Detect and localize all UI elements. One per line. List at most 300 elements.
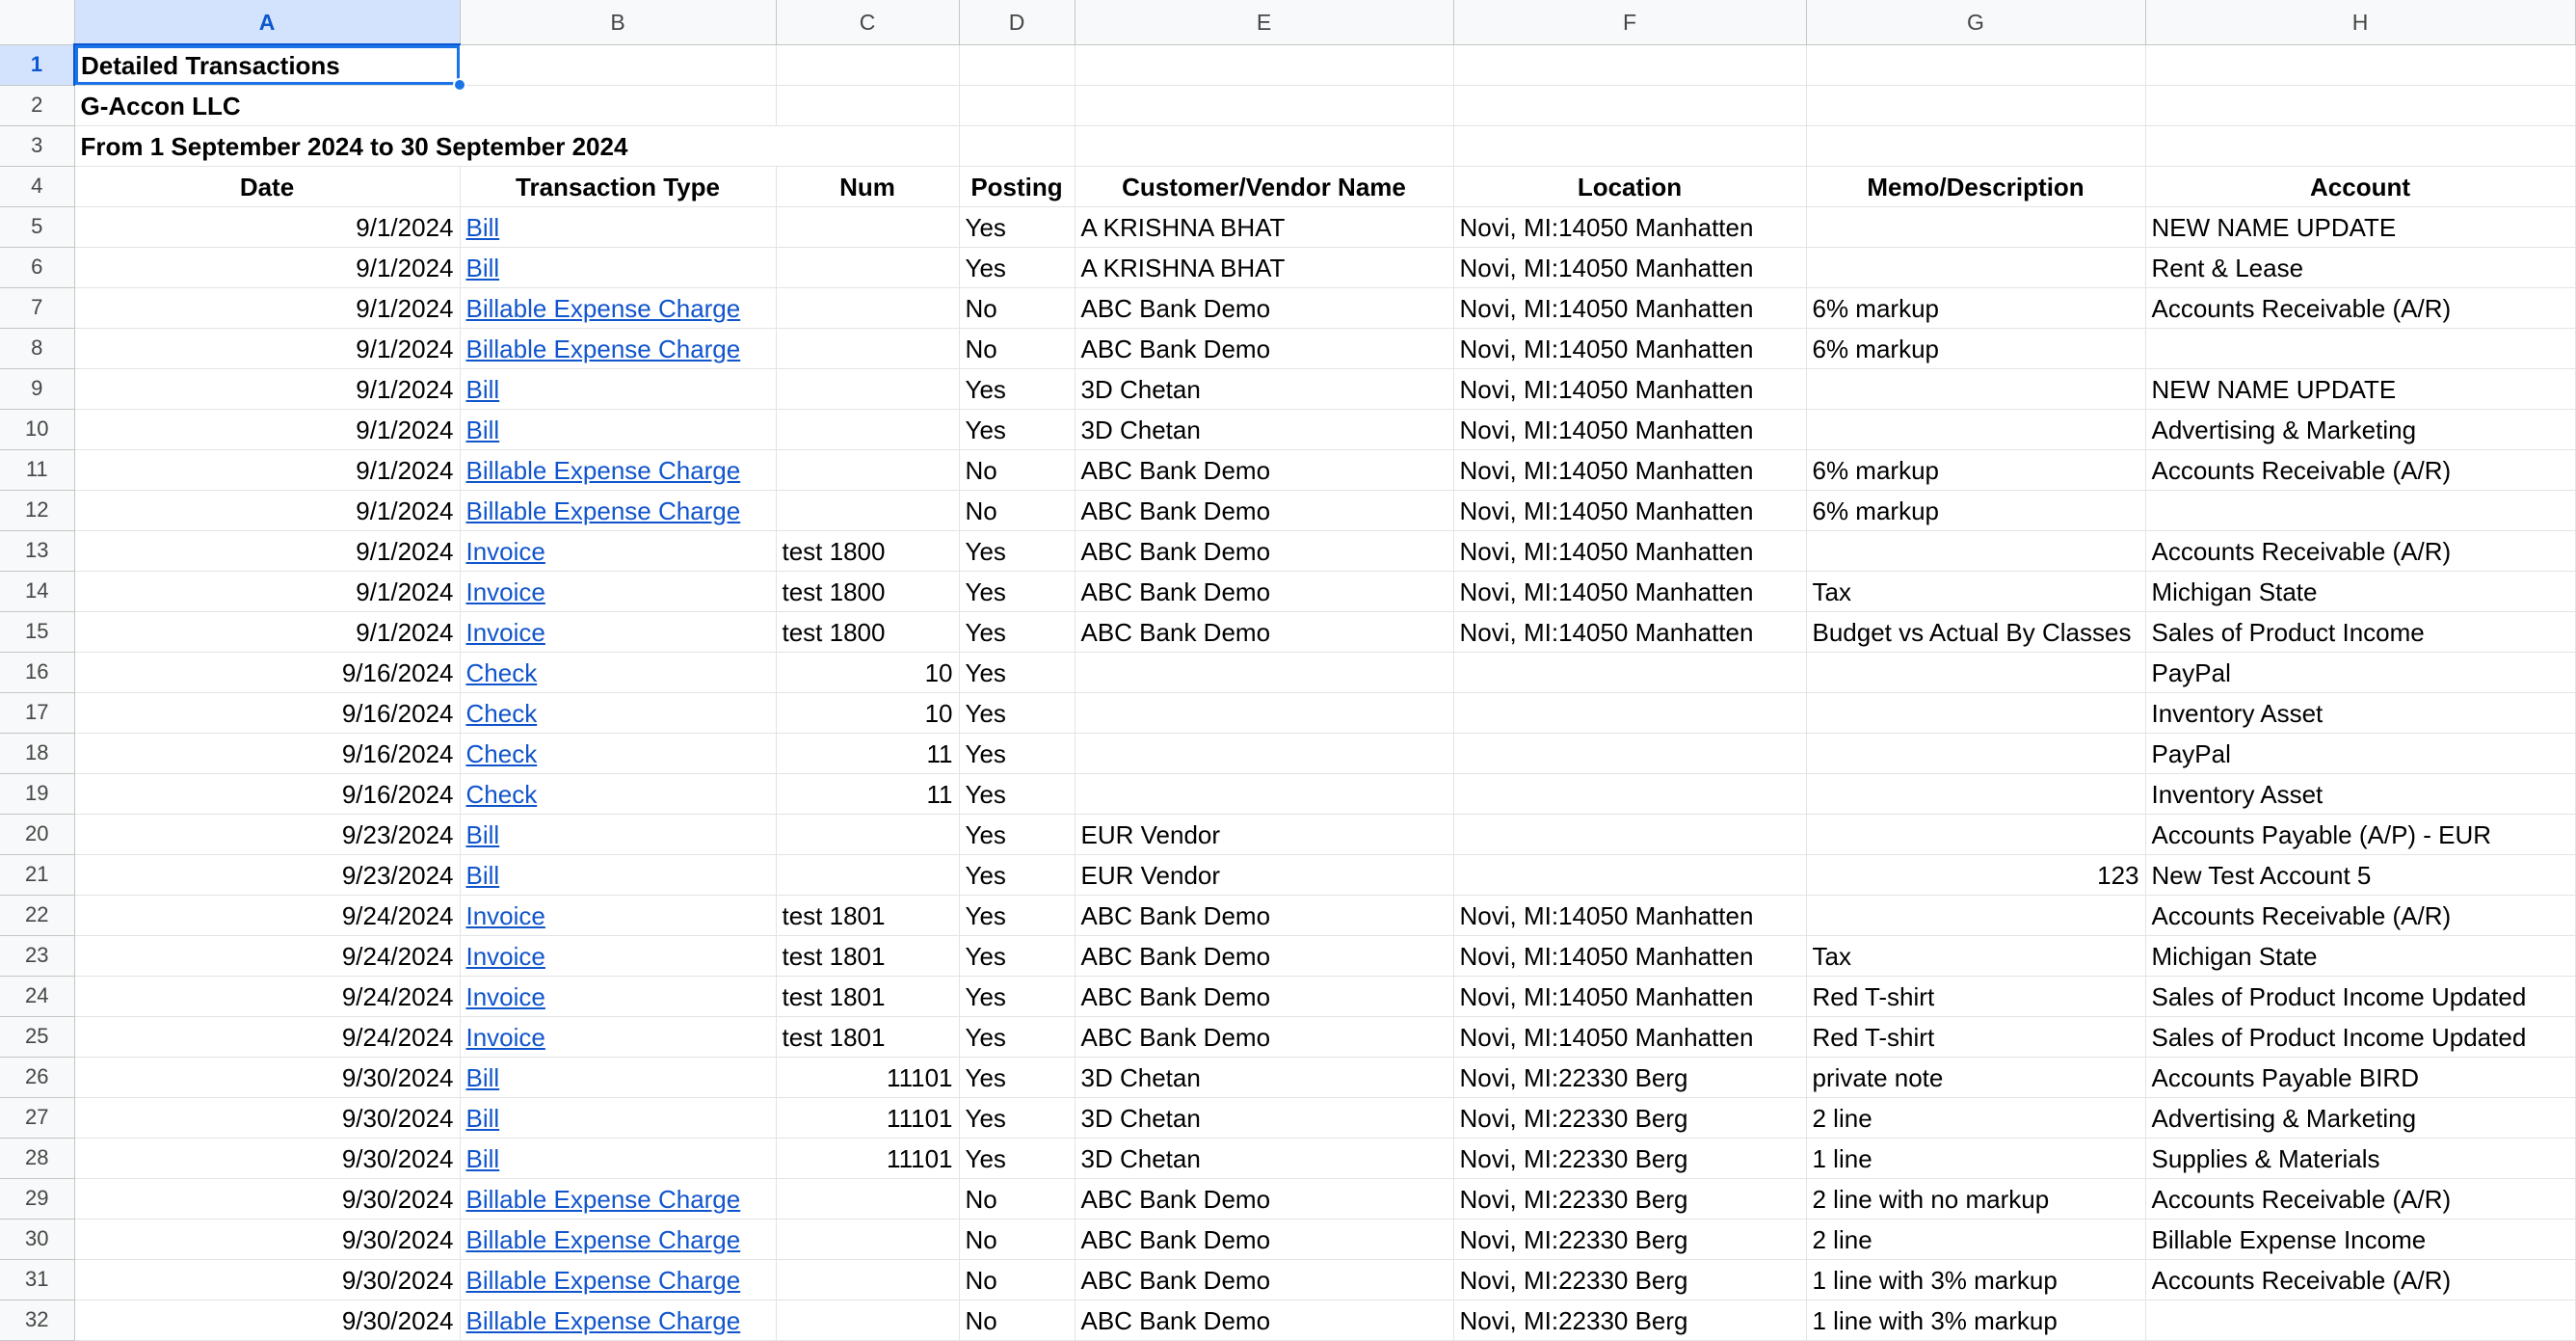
cell-g[interactable] [1806, 692, 2145, 733]
cell-c[interactable]: 11101 [776, 1138, 959, 1178]
transaction-type-link[interactable]: Invoice [465, 617, 545, 647]
cell-b[interactable] [460, 1057, 776, 1097]
cell-b[interactable] [460, 287, 776, 328]
cell-c[interactable]: test 1800 [776, 530, 959, 571]
transaction-type-link[interactable]: Check [465, 657, 538, 687]
cell-f[interactable] [1453, 773, 1806, 814]
row-header[interactable]: 19 [0, 773, 74, 814]
cell-d[interactable] [959, 85, 1075, 125]
transaction-type-link[interactable]: Billable Expense Charge [465, 455, 741, 485]
row-header[interactable]: 6 [0, 247, 74, 287]
cell-d[interactable]: No [959, 328, 1075, 368]
row-header[interactable]: 23 [0, 935, 74, 976]
row-header[interactable]: 11 [0, 449, 74, 490]
cell-f[interactable]: Novi, MI:22330 Berg [1453, 1057, 1806, 1097]
row-header[interactable]: 15 [0, 611, 74, 652]
cell-b[interactable] [460, 247, 776, 287]
cell-a[interactable]: 9/30/2024 [74, 1178, 460, 1219]
cell-a[interactable]: 9/1/2024 [74, 449, 460, 490]
cell-e[interactable]: ABC Bank Demo [1075, 449, 1453, 490]
transaction-type-link[interactable]: Billable Expense Charge [465, 1184, 741, 1214]
row-header[interactable]: 32 [0, 1300, 74, 1340]
cell-e[interactable]: ABC Bank Demo [1075, 571, 1453, 611]
cell-f[interactable]: Novi, MI:14050 Manhatten [1453, 490, 1806, 530]
cell-h[interactable]: New Test Account 5 [2145, 854, 2575, 895]
cell-f[interactable]: Novi, MI:14050 Manhatten [1453, 1016, 1806, 1057]
row-header[interactable]: 27 [0, 1097, 74, 1138]
cell-c[interactable] [776, 44, 959, 85]
transaction-type-link[interactable]: Bill [465, 253, 500, 282]
cell-h[interactable]: Accounts Receivable (A/R) [2145, 895, 2575, 935]
cell-f[interactable]: Novi, MI:22330 Berg [1453, 1178, 1806, 1219]
cell-b[interactable] [460, 935, 776, 976]
cell-a[interactable]: 9/24/2024 [74, 1016, 460, 1057]
active-cell-a1[interactable]: Detailed Transactions [74, 44, 460, 85]
cell-d[interactable]: Yes [959, 1097, 1075, 1138]
cell-e[interactable]: ABC Bank Demo [1075, 1178, 1453, 1219]
cell-d[interactable]: No [959, 1300, 1075, 1340]
cell-g[interactable] [1806, 206, 2145, 247]
cell-a[interactable]: 9/1/2024 [74, 490, 460, 530]
cell-f[interactable] [1453, 44, 1806, 85]
cell-b[interactable] [460, 368, 776, 409]
cell-c[interactable]: test 1801 [776, 1016, 959, 1057]
transaction-type-link[interactable]: Billable Expense Charge [465, 1224, 741, 1254]
row-header[interactable]: 31 [0, 1259, 74, 1300]
cell-d[interactable]: Yes [959, 773, 1075, 814]
cell-a[interactable]: 9/24/2024 [74, 976, 460, 1016]
cell-h[interactable]: Accounts Payable (A/P) - EUR [2145, 814, 2575, 854]
cell-e[interactable]: ABC Bank Demo [1075, 490, 1453, 530]
transaction-type-link[interactable]: Check [465, 779, 538, 809]
cell-g[interactable]: 1 line [1806, 1138, 2145, 1178]
cell-f[interactable]: Novi, MI:14050 Manhatten [1453, 530, 1806, 571]
cell-f[interactable] [1453, 652, 1806, 692]
cell-c[interactable]: 11101 [776, 1057, 959, 1097]
cell-c[interactable] [776, 449, 959, 490]
row-header[interactable]: 5 [0, 206, 74, 247]
cell-f[interactable] [1453, 692, 1806, 733]
transaction-type-link[interactable]: Bill [465, 212, 500, 242]
cell-b[interactable] [460, 814, 776, 854]
cell-f[interactable]: Novi, MI:14050 Manhatten [1453, 409, 1806, 449]
row-header[interactable]: 24 [0, 976, 74, 1016]
transaction-type-link[interactable]: Billable Expense Charge [465, 496, 741, 525]
cell-a[interactable]: 9/1/2024 [74, 530, 460, 571]
cell-c[interactable] [776, 85, 959, 125]
row-header[interactable]: 26 [0, 1057, 74, 1097]
column-header-b[interactable]: B [460, 0, 776, 44]
cell-c[interactable] [776, 328, 959, 368]
column-title[interactable]: Location [1453, 166, 1806, 206]
cell-e[interactable] [1075, 733, 1453, 773]
column-header-h[interactable]: H [2145, 0, 2575, 44]
row-header[interactable]: 18 [0, 733, 74, 773]
cell-a[interactable]: 9/30/2024 [74, 1057, 460, 1097]
cell-g[interactable]: Tax [1806, 571, 2145, 611]
cell-d[interactable]: Yes [959, 1016, 1075, 1057]
cell-c[interactable] [776, 206, 959, 247]
cell-a[interactable]: 9/1/2024 [74, 368, 460, 409]
cell-c[interactable]: test 1800 [776, 611, 959, 652]
cell-f[interactable] [1453, 854, 1806, 895]
cell-f[interactable]: Novi, MI:22330 Berg [1453, 1219, 1806, 1259]
cell-b[interactable] [460, 530, 776, 571]
transaction-type-link[interactable]: Billable Expense Charge [465, 1265, 741, 1295]
cell-f[interactable]: Novi, MI:22330 Berg [1453, 1300, 1806, 1340]
transaction-type-link[interactable]: Invoice [465, 1022, 545, 1052]
cell-a[interactable]: 9/1/2024 [74, 328, 460, 368]
cell-f[interactable]: Novi, MI:14050 Manhatten [1453, 368, 1806, 409]
cell-b[interactable] [460, 854, 776, 895]
cell-a[interactable]: 9/1/2024 [74, 611, 460, 652]
row-header[interactable]: 13 [0, 530, 74, 571]
cell-g[interactable]: 6% markup [1806, 490, 2145, 530]
cell-h[interactable]: Inventory Asset [2145, 692, 2575, 733]
cell-c[interactable]: 11 [776, 733, 959, 773]
cell-g[interactable] [1806, 733, 2145, 773]
cell-c[interactable]: 11 [776, 773, 959, 814]
cell-f[interactable]: Novi, MI:22330 Berg [1453, 1259, 1806, 1300]
cell-c[interactable] [776, 287, 959, 328]
cell-c[interactable] [776, 409, 959, 449]
transaction-type-link[interactable]: Bill [465, 819, 500, 849]
cell-g[interactable] [1806, 125, 2145, 166]
cell-b[interactable] [460, 1300, 776, 1340]
cell-b[interactable] [460, 1097, 776, 1138]
column-header-f[interactable]: F [1453, 0, 1806, 44]
cell-b[interactable] [460, 652, 776, 692]
cell-d[interactable]: Yes [959, 733, 1075, 773]
cell-e[interactable]: ABC Bank Demo [1075, 1219, 1453, 1259]
cell-a[interactable]: 9/1/2024 [74, 206, 460, 247]
cell-c[interactable] [776, 854, 959, 895]
fill-handle[interactable] [453, 78, 466, 92]
cell-e[interactable] [1075, 652, 1453, 692]
row-header[interactable]: 22 [0, 895, 74, 935]
cell-h[interactable]: Accounts Receivable (A/R) [2145, 287, 2575, 328]
cell-h[interactable]: PayPal [2145, 652, 2575, 692]
cell-h[interactable]: Accounts Payable BIRD [2145, 1057, 2575, 1097]
cell-g[interactable] [1806, 247, 2145, 287]
cell-a[interactable]: 9/1/2024 [74, 247, 460, 287]
cell-h[interactable]: Accounts Receivable (A/R) [2145, 449, 2575, 490]
cell-b[interactable] [460, 611, 776, 652]
transaction-type-link[interactable]: Invoice [465, 900, 545, 930]
cell-f[interactable]: Novi, MI:14050 Manhatten [1453, 247, 1806, 287]
cell-h[interactable]: Accounts Receivable (A/R) [2145, 1178, 2575, 1219]
column-title[interactable]: Memo/Description [1806, 166, 2145, 206]
cell-h[interactable]: PayPal [2145, 733, 2575, 773]
cell-g[interactable] [1806, 44, 2145, 85]
transaction-type-link[interactable]: Invoice [465, 536, 545, 566]
row-header[interactable]: 29 [0, 1178, 74, 1219]
cell-b[interactable] [460, 773, 776, 814]
cell-a[interactable]: 9/30/2024 [74, 1138, 460, 1178]
row-header[interactable]: 3 [0, 125, 74, 166]
cell-h[interactable]: Accounts Receivable (A/R) [2145, 1259, 2575, 1300]
cell-b[interactable] [460, 1138, 776, 1178]
cell-b[interactable] [460, 1219, 776, 1259]
cell-h[interactable] [2145, 328, 2575, 368]
cell-g[interactable] [1806, 530, 2145, 571]
cell-c[interactable] [776, 490, 959, 530]
cell-b[interactable] [460, 206, 776, 247]
cell-h[interactable] [2145, 490, 2575, 530]
cell-h[interactable]: Accounts Receivable (A/R) [2145, 530, 2575, 571]
cell-b[interactable] [460, 1016, 776, 1057]
cell-a[interactable]: 9/16/2024 [74, 773, 460, 814]
transaction-type-link[interactable]: Bill [465, 1062, 500, 1092]
cell-d[interactable]: Yes [959, 1057, 1075, 1097]
row-header[interactable]: 17 [0, 692, 74, 733]
cell-d[interactable]: No [959, 490, 1075, 530]
cell-b[interactable] [460, 328, 776, 368]
cell-h[interactable]: Supplies & Materials [2145, 1138, 2575, 1178]
cell-c[interactable] [776, 1178, 959, 1219]
cell-g[interactable]: 2 line with no markup [1806, 1178, 2145, 1219]
cell-d[interactable]: No [959, 1219, 1075, 1259]
cell-a[interactable]: 9/30/2024 [74, 1300, 460, 1340]
cell-e[interactable] [1075, 125, 1453, 166]
cell-d[interactable]: No [959, 287, 1075, 328]
cell-g[interactable] [1806, 652, 2145, 692]
cell-f[interactable] [1453, 733, 1806, 773]
cell-h[interactable] [2145, 125, 2575, 166]
cell-c[interactable] [776, 125, 959, 166]
cell-d[interactable]: No [959, 449, 1075, 490]
cell-g[interactable]: 2 line [1806, 1219, 2145, 1259]
cell-e[interactable]: ABC Bank Demo [1075, 287, 1453, 328]
cell-d[interactable]: Yes [959, 206, 1075, 247]
cell-g[interactable]: 2 line [1806, 1097, 2145, 1138]
cell-b[interactable] [460, 895, 776, 935]
transaction-type-link[interactable]: Bill [465, 374, 500, 404]
transaction-type-link[interactable]: Billable Expense Charge [465, 1305, 741, 1335]
transaction-type-link[interactable]: Invoice [465, 941, 545, 971]
cell-g[interactable]: Tax [1806, 935, 2145, 976]
transaction-type-link[interactable]: Bill [465, 860, 500, 890]
column-header-e[interactable]: E [1075, 0, 1453, 44]
transaction-type-link[interactable]: Bill [465, 1103, 500, 1133]
cell-g[interactable] [1806, 85, 2145, 125]
cell-c[interactable]: 11101 [776, 1097, 959, 1138]
cell-f[interactable]: Novi, MI:14050 Manhatten [1453, 571, 1806, 611]
cell-g[interactable]: 6% markup [1806, 287, 2145, 328]
cell-b[interactable] [460, 44, 776, 85]
cell-c[interactable]: 10 [776, 692, 959, 733]
cell-d[interactable]: Yes [959, 854, 1075, 895]
row-header[interactable]: 12 [0, 490, 74, 530]
cell-d[interactable] [959, 44, 1075, 85]
cell-g[interactable]: 6% markup [1806, 449, 2145, 490]
cell-a[interactable]: From 1 September 2024 to 30 September 2024 [74, 125, 460, 166]
transaction-type-link[interactable]: Billable Expense Charge [465, 293, 741, 323]
column-header-a[interactable]: A [74, 0, 460, 44]
cell-h[interactable]: Inventory Asset [2145, 773, 2575, 814]
row-header[interactable]: 2 [0, 85, 74, 125]
cell-g[interactable] [1806, 895, 2145, 935]
cell-g[interactable]: Red T-shirt [1806, 976, 2145, 1016]
column-title[interactable]: Date [74, 166, 460, 206]
cell-d[interactable]: Yes [959, 652, 1075, 692]
cell-e[interactable]: A KRISHNA BHAT [1075, 247, 1453, 287]
cell-h[interactable] [2145, 85, 2575, 125]
cell-e[interactable] [1075, 44, 1453, 85]
transaction-type-link[interactable]: Invoice [465, 577, 545, 606]
row-header[interactable]: 7 [0, 287, 74, 328]
cell-g[interactable]: Budget vs Actual By Classes [1806, 611, 2145, 652]
cell-a[interactable]: 9/30/2024 [74, 1219, 460, 1259]
cell-c[interactable] [776, 1300, 959, 1340]
row-header[interactable]: 28 [0, 1138, 74, 1178]
cell-b[interactable] [460, 449, 776, 490]
row-header[interactable]: 16 [0, 652, 74, 692]
cell-c[interactable] [776, 247, 959, 287]
cell-e[interactable]: 3D Chetan [1075, 1138, 1453, 1178]
cell-a[interactable]: 9/1/2024 [74, 571, 460, 611]
row-header[interactable]: 4 [0, 166, 74, 206]
cell-h[interactable]: NEW NAME UPDATE [2145, 368, 2575, 409]
cell-e[interactable]: ABC Bank Demo [1075, 1259, 1453, 1300]
column-header-c[interactable]: C [776, 0, 959, 44]
cell-e[interactable]: EUR Vendor [1075, 814, 1453, 854]
cell-d[interactable]: Yes [959, 571, 1075, 611]
cell-h[interactable] [2145, 1300, 2575, 1340]
cell-f[interactable]: Novi, MI:14050 Manhatten [1453, 206, 1806, 247]
cell-b[interactable] [460, 692, 776, 733]
cell-f[interactable]: Novi, MI:22330 Berg [1453, 1097, 1806, 1138]
cell-f[interactable]: Novi, MI:14050 Manhatten [1453, 449, 1806, 490]
cell-e[interactable] [1075, 692, 1453, 733]
cell-a[interactable]: 9/16/2024 [74, 652, 460, 692]
cell-d[interactable]: No [959, 1178, 1075, 1219]
row-header[interactable]: 30 [0, 1219, 74, 1259]
cell-d[interactable]: Yes [959, 247, 1075, 287]
cell-g[interactable] [1806, 409, 2145, 449]
cell-b[interactable] [460, 1178, 776, 1219]
cell-e[interactable]: ABC Bank Demo [1075, 328, 1453, 368]
cell-c[interactable]: test 1800 [776, 571, 959, 611]
cell-e[interactable]: ABC Bank Demo [1075, 1016, 1453, 1057]
cell-c[interactable]: test 1801 [776, 935, 959, 976]
cell-c[interactable]: test 1801 [776, 976, 959, 1016]
cell-c[interactable] [776, 1219, 959, 1259]
column-title[interactable]: Account [2145, 166, 2575, 206]
cell-a[interactable]: 9/16/2024 [74, 692, 460, 733]
cell-h[interactable]: Sales of Product Income [2145, 611, 2575, 652]
cell-d[interactable] [959, 125, 1075, 166]
cell-f[interactable] [1453, 814, 1806, 854]
cell-e[interactable]: ABC Bank Demo [1075, 1300, 1453, 1340]
cell-e[interactable]: EUR Vendor [1075, 854, 1453, 895]
cell-h[interactable]: Advertising & Marketing [2145, 409, 2575, 449]
cell-f[interactable] [1453, 85, 1806, 125]
row-header[interactable]: 10 [0, 409, 74, 449]
cell-e[interactable]: ABC Bank Demo [1075, 895, 1453, 935]
cell-a[interactable]: 9/23/2024 [74, 814, 460, 854]
cell-f[interactable]: Novi, MI:14050 Manhatten [1453, 895, 1806, 935]
cell-c[interactable]: 10 [776, 652, 959, 692]
cell-e[interactable]: 3D Chetan [1075, 1057, 1453, 1097]
cell-h[interactable]: Sales of Product Income Updated [2145, 1016, 2575, 1057]
transaction-type-link[interactable]: Check [465, 738, 538, 768]
cell-a[interactable]: G-Accon LLC [74, 85, 460, 125]
cell-b[interactable] [460, 976, 776, 1016]
cell-d[interactable]: Yes [959, 895, 1075, 935]
row-header[interactable]: 20 [0, 814, 74, 854]
row-header[interactable]: 8 [0, 328, 74, 368]
cell-g[interactable] [1806, 773, 2145, 814]
column-title[interactable]: Posting [959, 166, 1075, 206]
cell-b[interactable] [460, 571, 776, 611]
cell-c[interactable] [776, 1259, 959, 1300]
cell-d[interactable]: Yes [959, 368, 1075, 409]
cell-b[interactable] [460, 1259, 776, 1300]
cell-f[interactable]: Novi, MI:14050 Manhatten [1453, 976, 1806, 1016]
cell-d[interactable]: Yes [959, 814, 1075, 854]
cell-a[interactable]: 9/24/2024 [74, 895, 460, 935]
cell-g[interactable] [1806, 368, 2145, 409]
cell-g[interactable]: private note [1806, 1057, 2145, 1097]
cell-a[interactable]: 9/1/2024 [74, 409, 460, 449]
cell-e[interactable]: ABC Bank Demo [1075, 935, 1453, 976]
cell-d[interactable]: Yes [959, 976, 1075, 1016]
row-header[interactable]: 25 [0, 1016, 74, 1057]
column-header-g[interactable]: G [1806, 0, 2145, 44]
cell-c[interactable] [776, 814, 959, 854]
cell-f[interactable] [1453, 125, 1806, 166]
cell-d[interactable]: Yes [959, 935, 1075, 976]
cell-h[interactable] [2145, 44, 2575, 85]
cell-g[interactable]: 6% markup [1806, 328, 2145, 368]
cell-a[interactable]: 9/30/2024 [74, 1097, 460, 1138]
cell-g[interactable]: Red T-shirt [1806, 1016, 2145, 1057]
cell-d[interactable]: Yes [959, 409, 1075, 449]
cell-e[interactable]: 3D Chetan [1075, 1097, 1453, 1138]
cell-h[interactable]: Sales of Product Income Updated [2145, 976, 2575, 1016]
cell-g[interactable]: 123 [1806, 854, 2145, 895]
cell-f[interactable]: Novi, MI:14050 Manhatten [1453, 287, 1806, 328]
cell-h[interactable]: Michigan State [2145, 935, 2575, 976]
column-header-d[interactable]: D [959, 0, 1075, 44]
cell-f[interactable]: Novi, MI:22330 Berg [1453, 1138, 1806, 1178]
transaction-type-link[interactable]: Bill [465, 415, 500, 444]
select-all-corner[interactable] [0, 0, 74, 44]
cell-e[interactable]: ABC Bank Demo [1075, 976, 1453, 1016]
cell-h[interactable]: Billable Expense Income [2145, 1219, 2575, 1259]
cell-e[interactable]: 3D Chetan [1075, 409, 1453, 449]
cell-a[interactable]: 9/24/2024 [74, 935, 460, 976]
cell-d[interactable]: Yes [959, 692, 1075, 733]
cell-e[interactable]: ABC Bank Demo [1075, 611, 1453, 652]
cell-b[interactable] [460, 490, 776, 530]
cell-e[interactable]: 3D Chetan [1075, 368, 1453, 409]
cell-g[interactable]: 1 line with 3% markup [1806, 1300, 2145, 1340]
cell-b[interactable] [460, 85, 776, 125]
cell-f[interactable]: Novi, MI:14050 Manhatten [1453, 935, 1806, 976]
cell-d[interactable]: No [959, 1259, 1075, 1300]
cell-h[interactable]: Rent & Lease [2145, 247, 2575, 287]
row-header[interactable]: 9 [0, 368, 74, 409]
cell-e[interactable] [1075, 773, 1453, 814]
column-title[interactable]: Num [776, 166, 959, 206]
transaction-type-link[interactable]: Check [465, 698, 538, 728]
cell-h[interactable]: Advertising & Marketing [2145, 1097, 2575, 1138]
row-header[interactable]: 21 [0, 854, 74, 895]
cell-c[interactable] [776, 368, 959, 409]
cell-b[interactable] [460, 733, 776, 773]
